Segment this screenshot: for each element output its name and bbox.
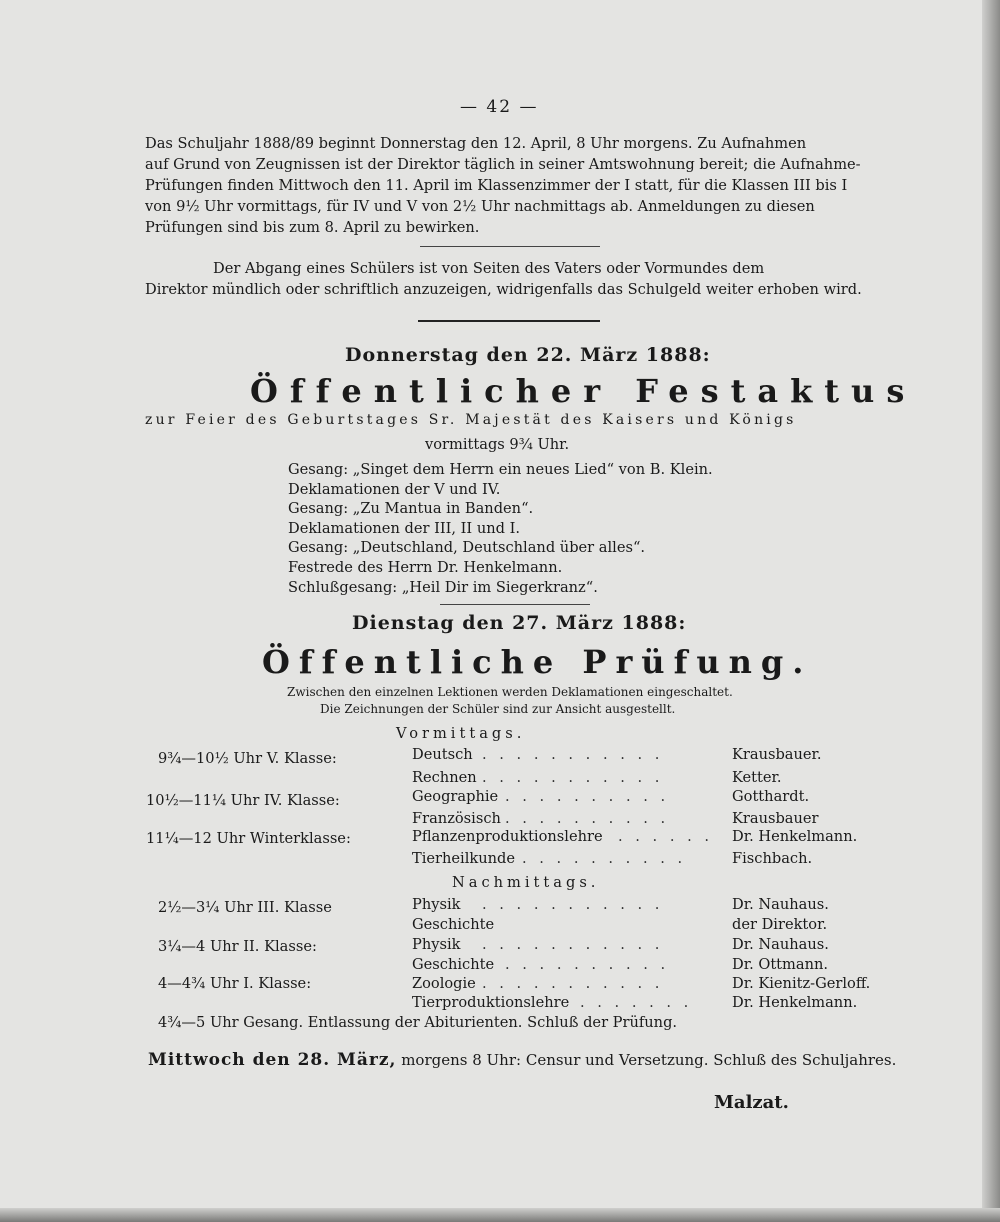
program-list bbox=[288, 460, 713, 597]
page-edge-bottom bbox=[0, 1208, 1000, 1222]
program-item: Deklamationen der III, II und I. bbox=[288, 519, 520, 537]
schedule-subject: Physik bbox=[412, 936, 461, 953]
schedule-teacher: Gotthardt. bbox=[732, 788, 810, 805]
divider bbox=[418, 320, 600, 322]
schedule-subject: Geschichte bbox=[412, 916, 495, 933]
text-line: Prüfungen sind bis zum 8. April zu bewirken. bbox=[145, 219, 480, 236]
signature: Malzat. bbox=[714, 1092, 789, 1113]
schedule-teacher: Dr. Nauhaus. bbox=[732, 896, 829, 913]
leader-dots: . . . . . . . . . . bbox=[522, 850, 687, 867]
schedule-subject: Geschichte bbox=[412, 956, 495, 973]
schedule-time: 4—4¾ Uhr I. Klasse: bbox=[158, 975, 312, 992]
text-line: Der Abgang eines Schülers ist von Seiten des Vaters oder Vormundes dem bbox=[213, 260, 765, 277]
text-line: Direktor mündlich oder schriftlich anzuzeigen, widrigenfalls das Schulgeld weiter erhoben wird. bbox=[145, 281, 862, 298]
schedule-teacher: Ketter. bbox=[732, 769, 782, 786]
schedule-teacher: Dr. Kienitz-Gerloff. bbox=[732, 975, 871, 992]
schedule-subject: Tierproduktionslehre bbox=[412, 994, 570, 1011]
text-line: Prüfungen finden Mittwoch den 11. April im Klassenzimmer der I statt, für die Klassen III bis I bbox=[145, 177, 848, 194]
schedule-subject: Pflanzenproduktionslehre bbox=[412, 828, 603, 845]
page-number: — 42 — bbox=[460, 97, 539, 117]
divider bbox=[420, 246, 600, 247]
text-line: auf Grund von Zeugnissen ist der Direktor täglich in seiner Amtswohnung bereit; die Aufnahme- bbox=[145, 156, 861, 173]
section-date: Dienstag den 27. März 1888: bbox=[352, 612, 687, 634]
leader-dots: . . . . . . . . . . bbox=[505, 788, 670, 805]
program-item: Deklamationen der V und IV. bbox=[288, 480, 501, 498]
leader-dots: . . . . . . . . . . . bbox=[482, 896, 664, 913]
section-subtitle: zur Feier des Geburtstages Sr. Majestät des Kaisers und Königs bbox=[145, 412, 797, 428]
section-time: vormittags 9¾ Uhr. bbox=[425, 436, 570, 453]
program-item: Gesang: „Singet dem Herrn ein neues Lied“ von B. Klein. bbox=[288, 461, 713, 478]
schedule-teacher: Dr. Ottmann. bbox=[732, 956, 829, 973]
schedule-subject: Zoologie bbox=[412, 975, 476, 992]
program-item: Schlußgesang: „Heil Dir im Siegerkranz“. bbox=[288, 578, 598, 596]
schedule-time: 2½—3¼ Uhr III. Klasse bbox=[158, 899, 332, 916]
leader-dots: . . . . . . . . . . . bbox=[482, 746, 664, 763]
afternoon-label: Nachmittags. bbox=[452, 874, 600, 891]
program-item: Gesang: „Zu Mantua in Banden“. bbox=[288, 500, 534, 518]
schedule-closing: 4¾—5 Uhr Gesang. Entlassung der Abiturienten. Schluß der Prüfung. bbox=[158, 1014, 678, 1031]
section-title: Öffentlicher Festaktus bbox=[250, 372, 917, 410]
program-item: Gesang: „Deutschland, Deutschland über alles“. bbox=[288, 539, 646, 557]
program-item: Festrede des Herrn Dr. Henkelmann. bbox=[288, 558, 563, 576]
schedule-time: 10½—11¼ Uhr IV. Klasse: bbox=[146, 792, 340, 809]
schedule-subject: Geographie bbox=[412, 788, 499, 805]
leader-dots: . . . . . . . bbox=[580, 994, 693, 1011]
section-note: Zwischen den einzelnen Lektionen werden Deklamationen eingeschaltet. bbox=[287, 685, 733, 699]
schedule-teacher: Dr. Henkelmann. bbox=[732, 828, 858, 845]
schedule-subject: Physik bbox=[412, 896, 461, 913]
final-text: morgens 8 Uhr: Censur und Versetzung. Schluß des Schuljahres. bbox=[401, 1051, 897, 1069]
leader-dots: . . . . . . bbox=[618, 828, 714, 845]
schedule-subject: Rechnen bbox=[412, 769, 477, 786]
final-line bbox=[148, 1050, 896, 1070]
final-date: Mittwoch den 28. März, bbox=[148, 1050, 397, 1070]
page-edge-right bbox=[982, 0, 1000, 1222]
paragraph-withdrawal bbox=[145, 258, 875, 300]
schedule-time: 9¾—10½ Uhr V. Klasse: bbox=[158, 750, 337, 767]
schedule-teacher: der Direktor. bbox=[732, 916, 828, 933]
schedule-teacher: Krausbauer. bbox=[732, 746, 822, 763]
divider bbox=[440, 604, 590, 605]
section-title: Öffentliche Prüfung. bbox=[262, 643, 813, 681]
schedule-subject: Deutsch bbox=[412, 746, 473, 763]
schedule-teacher: Krausbauer bbox=[732, 810, 819, 827]
schedule-time: 3¼—4 Uhr II. Klasse: bbox=[158, 938, 317, 955]
schedule-teacher: Dr. Henkelmann. bbox=[732, 994, 858, 1011]
section-date: Donnerstag den 22. März 1888: bbox=[345, 344, 711, 366]
section-note: Die Zeichnungen der Schüler sind zur Ansicht ausgestellt. bbox=[320, 702, 676, 716]
schedule-teacher: Dr. Nauhaus. bbox=[732, 936, 829, 953]
morning-label: Vormittags. bbox=[396, 725, 526, 742]
paragraph-school-year bbox=[145, 133, 875, 238]
text-line: Das Schuljahr 1888/89 beginnt Donnerstag den 12. April, 8 Uhr morgens. Zu Aufnahmen bbox=[145, 135, 807, 152]
schedule-subject: Tierheilkunde bbox=[412, 850, 516, 867]
leader-dots: . . . . . . . . . . . bbox=[482, 975, 664, 992]
schedule-teacher: Fischbach. bbox=[732, 850, 813, 867]
leader-dots: . . . . . . . . . . bbox=[505, 956, 670, 973]
text-line: von 9½ Uhr vormittags, für IV und V von 2½ Uhr nachmittags ab. Anmeldungen zu diesen bbox=[145, 198, 815, 215]
leader-dots: . . . . . . . . . . . bbox=[482, 936, 664, 953]
schedule-subject: Französisch bbox=[412, 810, 501, 827]
leader-dots: . . . . . . . . . . bbox=[505, 810, 670, 827]
leader-dots: . . . . . . . . . . . bbox=[482, 769, 664, 786]
schedule-time: 11¼—12 Uhr Winterklasse: bbox=[146, 830, 351, 847]
